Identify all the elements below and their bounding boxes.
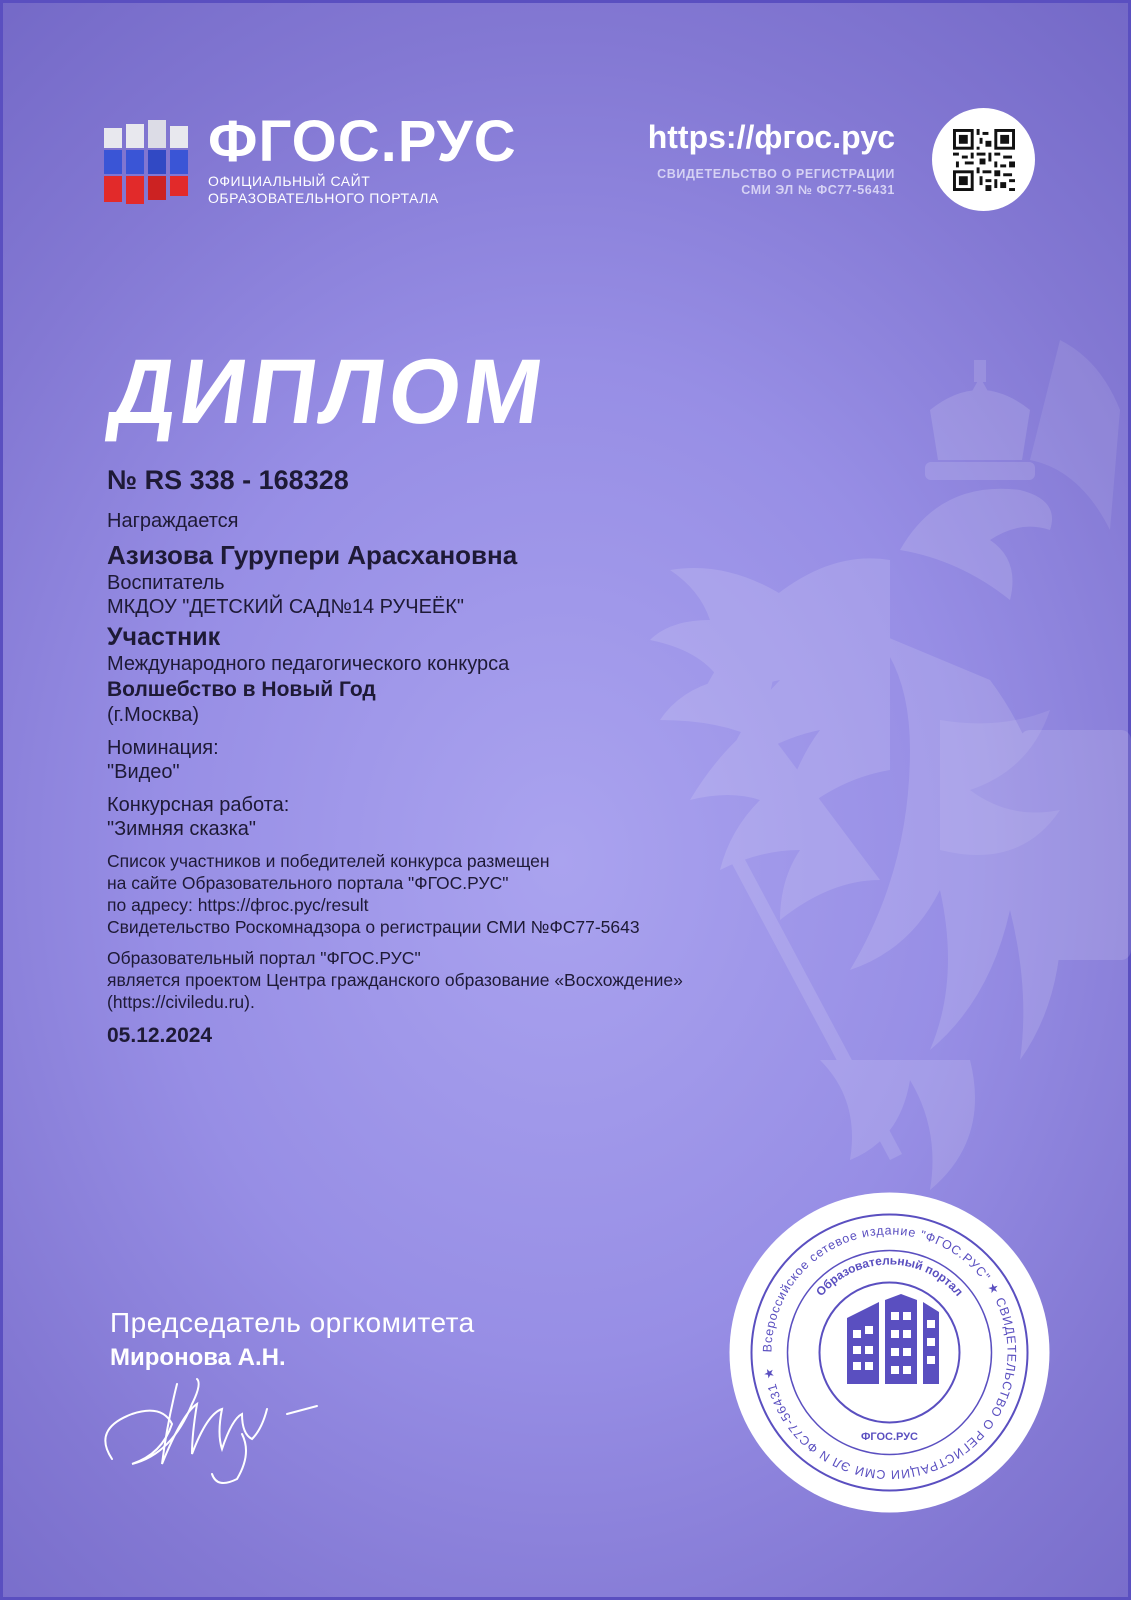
diploma-date: 05.12.2024 xyxy=(107,1024,213,1047)
awarded-label: Награждается xyxy=(107,510,239,532)
brand-subtitle-line2: ОБРАЗОВАТЕЛЬНОГО ПОРТАЛА xyxy=(208,190,439,206)
info-line2: на сайте Образовательного портала "ФГОС.РУС" xyxy=(107,873,509,893)
signature-icon xyxy=(92,1364,332,1484)
nomination-label: Номинация: xyxy=(107,737,219,759)
seal-bottom-text: ФГОС.РУС xyxy=(860,1431,919,1443)
info-line4: Свидетельство Роскомнадзора о регистрации СМИ №ФС77-5643 xyxy=(107,917,640,937)
seal-inner-text: Образовательный портал xyxy=(813,1253,966,1299)
contest-type: Международного педагогического конкурса xyxy=(107,653,510,675)
info-line1: Список участников и победителей конкурса размещен xyxy=(107,851,550,871)
qr-code[interactable] xyxy=(932,108,1035,211)
contest-city: (г.Москва) xyxy=(107,704,200,726)
qr-code-icon xyxy=(953,129,1015,191)
seal-outer-text: Всероссийское сетевое издание "ФГОС.РУС" ★ СВИДЕТЕЛЬСТВО О РЕГИСТРАЦИИ СМИ ЭЛ N ФС77-56431 ★ xyxy=(760,1223,1019,1482)
project-line2: является проектом Центра гражданского образование «Восхождение» xyxy=(107,970,683,990)
brand-subtitle-line1: ОФИЦИАЛЬНЫЙ САЙТ xyxy=(208,173,371,189)
diploma-content xyxy=(107,462,827,1049)
nomination-value: "Видео" xyxy=(107,761,180,783)
contest-name: Волшебство в Новый Год xyxy=(107,678,376,701)
diploma-number: № RS 338 - 168328 xyxy=(107,465,349,495)
registration-info xyxy=(657,166,895,198)
recipient-organization: МКДОУ "ДЕТСКИЙ САД№14 РУЧЕЁК" xyxy=(107,596,465,618)
recipient-name: Азизова Гурупери Арасхановна xyxy=(107,540,518,570)
project-line3: (https://civiledu.ru). xyxy=(107,992,255,1012)
brand-subtitle xyxy=(208,173,439,207)
info-line3: по адресу: https://фгос.рус/result xyxy=(107,895,369,915)
brand-name: ФГОС.РУС xyxy=(208,109,517,174)
chair-name: Миронова А.Н. xyxy=(110,1344,286,1371)
site-url[interactable]: https://фгос.рус xyxy=(647,119,895,155)
chair-title: Председатель оргкомитета xyxy=(110,1307,475,1338)
diploma-title: ДИПЛОМ xyxy=(103,341,553,443)
work-label: Конкурсная работа: xyxy=(107,794,290,816)
participant-status: Участник xyxy=(107,623,221,651)
project-line1: Образовательный портал "ФГОС.РУС" xyxy=(107,948,421,968)
flag-logo-icon xyxy=(104,120,188,204)
registration-line2: СМИ ЭЛ № ФС77-56431 xyxy=(741,183,895,197)
official-seal xyxy=(727,1190,1052,1515)
registration-line1: СВИДЕТЕЛЬСТВО О РЕГИСТРАЦИИ xyxy=(657,167,895,181)
recipient-position: Воспитатель xyxy=(107,572,225,594)
work-value: "Зимняя сказка" xyxy=(107,818,257,840)
